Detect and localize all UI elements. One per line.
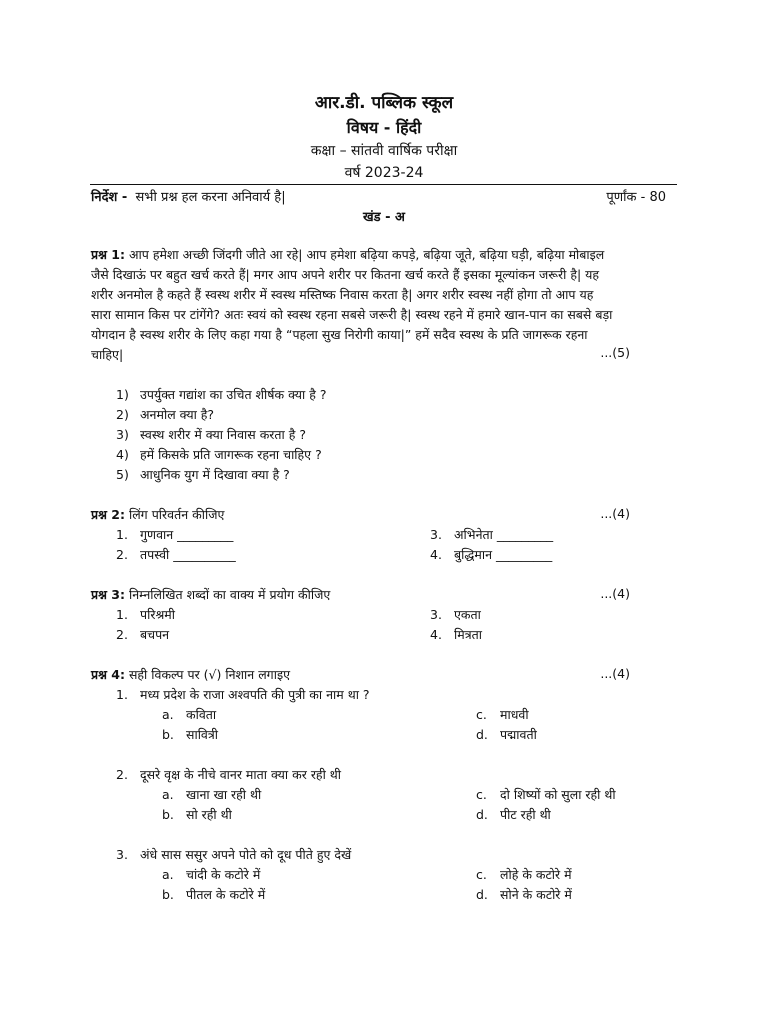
option-letter: c. [476,707,487,722]
q1-questions [116,385,327,485]
mcq-option [162,706,216,723]
option-text: दो शिष्यों को सुला रही थी [500,787,616,802]
option-letter: d. [476,727,488,742]
list-item [116,526,233,543]
list-item [116,465,327,485]
item-text: दूसरे वृक्ष के नीचे वानर माता क्या कर रही थी [140,767,341,782]
option-text: पद्मावती [500,727,537,742]
item-number: 1. [116,687,128,702]
mcq-option [162,786,261,803]
school-name: आर.डी. पब्लिक स्कूल [314,93,454,113]
item-number: 2. [116,627,128,642]
exam-year: वर्ष 2023-24 [344,165,424,181]
q3-text: निम्नलिखित शब्दों का वाक्य में प्रयोग कीजिए [125,587,331,602]
option-text: लोहे के कटोरे में [500,867,572,882]
item-text: स्वस्थ शरीर में क्या निवास करता है ? [140,427,306,442]
option-text: पीट रही थी [500,807,551,822]
q4-marks: ...(4) [600,666,630,681]
passage-line: जैसे दिखाऊं पर बहुत खर्च करते हैं| मगर आप अपने शरीर पर कितना खर्च करते हैं इसका मूल्यांकन जरूरी है| यह [91,267,600,282]
list-item [430,546,552,563]
item-number: 5) [116,467,129,482]
mcq-option [162,726,218,743]
q1-label: प्रश्न 1: [91,247,125,262]
option-letter: a. [162,707,174,722]
option-text: कविता [186,707,217,722]
class-exam-title: कक्षा – सांतवी वार्षिक परीक्षा [310,143,458,159]
item-number: 3. [430,527,442,542]
item-number: 3. [116,847,128,862]
item-text: मित्रता [454,627,482,642]
q3-label: प्रश्न 3: [91,587,125,602]
subject-title: विषय - हिंदी [346,118,422,137]
list-item [116,546,236,563]
item-number: 4) [116,447,129,462]
instructions [91,187,286,205]
option-text: पीतल के कटोरे में [186,887,266,902]
option-text: खाना खा रही थी [186,787,262,802]
option-letter: b. [162,807,174,822]
list-item [116,606,175,623]
item-number: 1) [116,387,129,402]
q2-label: प्रश्न 2: [91,507,125,522]
item-number: 1. [116,607,128,622]
list-item [116,385,327,405]
option-text: सावित्री [186,727,219,742]
instructions-text: सभी प्रश्न हल करना अनिवार्य है| [135,190,286,205]
option-letter: d. [476,887,488,902]
q4-label: प्रश्न 4: [91,667,125,682]
passage-line: सारा सामान किस पर टांगेंगे? अतः स्वयं को स्वस्थ रहना सबसे जरूरी है| स्वस्थ रहने में हमारे खान-पान का सबसे बड़ा [91,307,613,322]
option-letter: b. [162,727,174,742]
passage-line [91,245,651,265]
option-letter: a. [162,787,174,802]
list-item [116,405,327,425]
q4-text: सही विकल्प पर (√) निशान लगाइए [125,667,290,682]
mcq-question [116,686,370,703]
q2-marks: ...(4) [600,506,630,521]
q3-heading [91,586,330,603]
item-text: आधुनिक युग में दिखावा क्या है ? [140,467,290,482]
option-letter: d. [476,807,488,822]
option-text: माधवी [500,707,529,722]
option-letter: a. [162,867,174,882]
mcq-option [476,786,616,803]
option-text: सोने के कटोरे में [500,887,572,902]
mcq-option [162,886,265,903]
item-number: 1. [116,527,128,542]
mcq-option [476,806,551,823]
item-number: 3. [430,607,442,622]
q2-text: लिंग परिवर्तन कीजिए [125,507,225,522]
mcq-option [476,886,572,903]
item-text: परिश्रमी [140,607,176,622]
passage-line-text: आप हमेशा अच्छी जिंदगी जीते आ रहे| आप हमेशा बढ़िया कपड़े, बढ़िया जूते, बढ़िया घड़ी, बढ़िया मोबाइल [125,247,605,262]
total-marks: पूर्णांक - 80 [606,190,666,205]
q3-marks: ...(4) [600,586,630,601]
mcq-question [116,766,341,783]
item-text: एकता [454,607,481,622]
list-item [430,626,482,643]
q2-heading [91,506,224,523]
option-letter: c. [476,867,487,882]
passage-line: शरीर अनमोल है कहते हैं स्वस्थ शरीर में स्वस्थ मस्तिष्क निवास करता है| अगर शरीर स्वस्थ नहीं होगा तो आप यह [91,287,594,302]
passage-line: चाहिए| [91,347,124,362]
q4-heading [91,666,290,683]
option-text: चांदी के कटोरे में [186,867,261,882]
item-text: गुणवान _________ [140,527,234,542]
item-text: हमें किसके प्रति जागरूक रहना चाहिए ? [140,447,322,462]
option-letter: c. [476,787,487,802]
item-number: 4. [430,627,442,642]
item-text: बुद्धिमान _________ [454,547,553,562]
header-divider [90,184,677,185]
list-item [116,425,327,445]
list-item [116,445,327,465]
list-item [116,626,169,643]
item-text: बचपन [140,627,170,642]
mcq-question [116,846,351,863]
item-number: 2) [116,407,129,422]
mcq-option [476,866,572,883]
q1-passage [91,245,651,365]
q1-marks: ...(5) [600,345,630,360]
mcq-option [476,726,537,743]
item-text: अंधे सास ससुर अपने पोते को दूध पीते हुए देखें [140,847,352,862]
item-number: 2. [116,767,128,782]
item-text: अनमोल क्या है? [140,407,215,422]
item-number: 3) [116,427,129,442]
item-text: उपर्युक्त गद्यांश का उचित शीर्षक क्या है ? [140,387,327,402]
instructions-label: निर्देश - [91,190,128,205]
mcq-option [162,806,232,823]
item-text: तपस्वी __________ [140,547,236,562]
option-text: सो रही थी [186,807,232,822]
section-title: खंड - अ [363,210,405,225]
mcq-option [476,706,529,723]
item-text: मध्य प्रदेश के राजा अश्वपति की पुत्री का नाम था ? [140,687,370,702]
item-number: 2. [116,547,128,562]
option-letter: b. [162,887,174,902]
passage-line: योगदान है स्वस्थ शरीर के लिए कहा गया है “पहला सुख निरोगी काया|” हमें सदैव स्वस्थ के प्रति जागरूक रहना [91,327,588,342]
list-item [430,606,481,623]
mcq-option [162,866,260,883]
list-item [430,526,553,543]
item-text: अभिनेता _________ [454,527,554,542]
item-number: 4. [430,547,442,562]
